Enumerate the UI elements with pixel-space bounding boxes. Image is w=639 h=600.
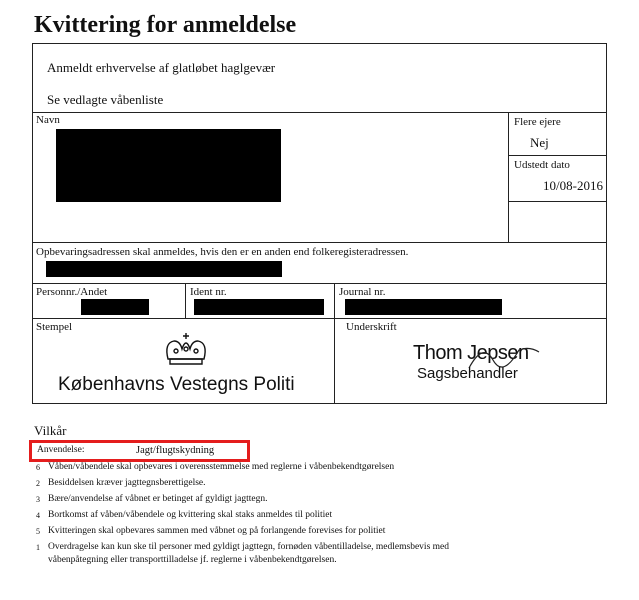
use-label: Anvendelse: <box>37 445 85 455</box>
use-value: Jagt/flugtskydning <box>136 445 215 456</box>
ident-label: Ident nr. <box>190 286 227 298</box>
divider <box>33 112 606 113</box>
divider <box>508 112 509 242</box>
redacted-journal <box>345 299 502 315</box>
condition-item: Våben/våbendele skal opbevares i overensstemmelse med reglerne i våbenbekendtgørelsen <box>48 462 395 472</box>
condition-number: 3 <box>36 495 40 504</box>
condition-item: våbenpåtegning eller transporttilladelse jf. reglerne i våbenbekendtgørelsen. <box>48 555 337 565</box>
owners-label: Flere ejere <box>514 116 561 128</box>
redacted-ident <box>194 299 324 315</box>
redacted-address <box>46 261 282 277</box>
signature-name: Thom Jepsen <box>413 342 529 364</box>
divider <box>508 201 606 202</box>
conditions-heading: Vilkår <box>34 423 67 438</box>
journal-label: Journal nr. <box>339 286 386 298</box>
issued-value: 10/08-2016 <box>543 178 603 193</box>
divider <box>33 318 606 319</box>
condition-number: 2 <box>36 479 40 488</box>
storage-label: Opbevaringsadressen skal anmeldes, hvis den er en anden end folkeregisteradressen. <box>36 246 409 258</box>
divider <box>33 283 606 284</box>
condition-number: 4 <box>36 511 40 520</box>
condition-item: Overdragelse kan kun ske til personer med gyldigt jagttegn, fornøden våbentilladelse, medlemsbevis med <box>48 542 449 552</box>
document-title: Kvittering for anmeldelse <box>34 12 297 38</box>
header-line-2: Se vedlagte våbenliste <box>47 92 164 107</box>
condition-item: Bære/anvendelse af våbnet er betinget af gyldigt jagttegn. <box>48 494 268 504</box>
condition-item: Kvitteringen skal opbevares sammen med våbnet og på forlangende forevises for politiet <box>48 526 386 536</box>
stamp-text: Københavns Vestegns Politi <box>58 374 295 395</box>
receipt-form <box>32 43 607 404</box>
issued-label: Udstedt dato <box>514 159 570 171</box>
owners-value: Nej <box>530 135 549 150</box>
condition-item: Besiddelsen kræver jagttegnsberettigelse. <box>48 478 206 488</box>
header-line-1: Anmeldt erhvervelse af glatløbet haglgevær <box>47 60 276 75</box>
divider <box>508 155 606 156</box>
personnr-label: Personnr./Andet <box>36 286 108 298</box>
divider <box>185 283 186 318</box>
redacted-personnr <box>81 299 149 315</box>
redacted-name <box>56 129 281 202</box>
condition-number: 1 <box>36 543 40 552</box>
condition-item: Bortkomst af våben/våbendele og kvittering skal staks anmeldes til politiet <box>48 510 333 520</box>
signature-label: Underskrift <box>346 321 397 333</box>
divider <box>334 283 335 403</box>
condition-number: 6 <box>36 463 40 472</box>
crown-icon <box>160 329 212 371</box>
divider <box>33 242 606 243</box>
stamp-label: Stempel <box>36 321 73 333</box>
signature-role: Sagsbehandler <box>417 365 518 382</box>
condition-number: 5 <box>36 527 40 536</box>
name-label: Navn <box>36 114 60 126</box>
